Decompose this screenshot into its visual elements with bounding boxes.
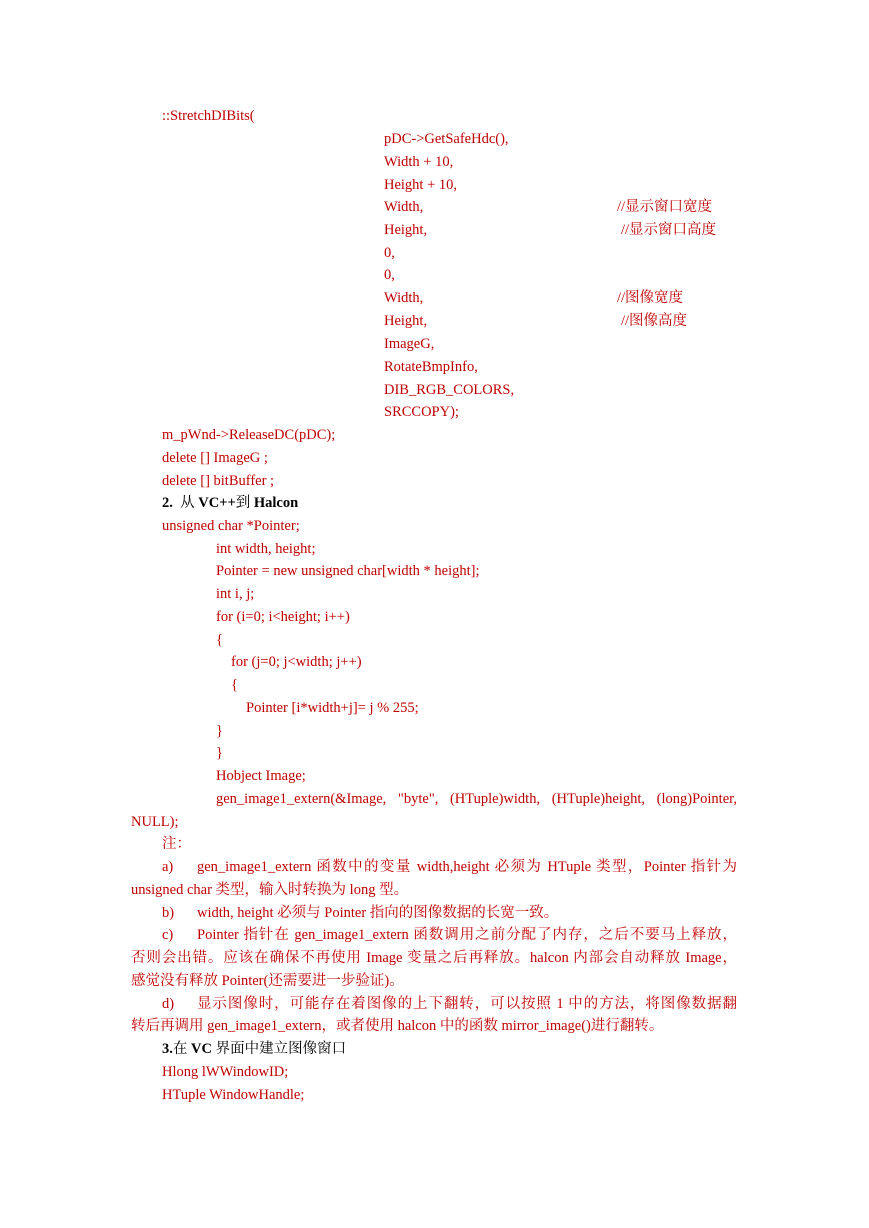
note-tag: b) xyxy=(162,905,175,921)
code-line: delete [] ImageG ; xyxy=(162,450,268,466)
code-line: for (i=0; i<height; i++) xyxy=(216,609,350,625)
heading-text: 在 xyxy=(172,1041,188,1057)
section-heading-2 xyxy=(162,494,298,512)
code-line: { xyxy=(231,677,238,693)
note-text: Pointer 指针在 gen_image1_extern 函数调用之前分配了内存，之后不要马上释放， xyxy=(197,927,737,943)
code-comment: //图像宽度 xyxy=(617,290,684,306)
code-line: gen_image1_extern(&Image, "byte", (HTuple)width, (HTuple)height, (long)Pointer, xyxy=(216,791,737,807)
note-item-a xyxy=(162,858,197,876)
code-param: RotateBmpInfo, xyxy=(384,359,478,375)
code-param: Width, xyxy=(384,290,424,306)
code-comment: //图像高度 xyxy=(621,313,688,329)
note-item-c xyxy=(162,926,197,944)
code-line: Pointer = new unsigned char[width * height]; xyxy=(216,563,480,579)
heading-number: 3. xyxy=(162,1041,173,1057)
code-param: pDC->GetSafeHdc(), xyxy=(384,131,509,147)
code-comment: //显示窗口宽度 xyxy=(617,199,713,215)
code-line: Hlong lWWindowID; xyxy=(162,1064,289,1080)
note-tag: a) xyxy=(162,859,174,875)
code-comment: //显示窗口高度 xyxy=(621,222,717,238)
code-line: NULL); xyxy=(131,814,179,830)
heading-text: VC++ xyxy=(198,495,236,511)
notes-title: 注： xyxy=(162,836,191,852)
code-line: } xyxy=(216,723,223,739)
code-line: m_pWnd->ReleaseDC(pDC); xyxy=(162,427,336,443)
note-text: 转后再调用 gen_image1_extern，或者使用 halcon 中的函数 mirror_image()进行翻转。 xyxy=(131,1018,664,1034)
code-param: SRCCOPY); xyxy=(384,404,459,420)
note-text: unsigned char 类型，输入时转换为 long 型。 xyxy=(131,882,409,898)
note-text: width, height 必须与 Pointer 指向的图像数据的长宽一致。 xyxy=(197,905,559,921)
code-line: int width, height; xyxy=(216,541,316,557)
heading-text: VC xyxy=(191,1041,212,1057)
code-param: Width, xyxy=(384,199,424,215)
note-tag: d) xyxy=(162,996,175,1012)
code-line: Pointer [i*width+j]= j % 255; xyxy=(246,700,419,716)
code-line: Hobject Image; xyxy=(216,768,306,784)
note-text: 否则会出错。应该在确保不再使用 Image 变量之后再释放。halcon 内部会自动释放 Image， xyxy=(131,950,737,966)
code-param: DIB_RGB_COLORS, xyxy=(384,382,515,398)
code-line: int i, j; xyxy=(216,586,255,602)
code-param: ImageG, xyxy=(384,336,435,352)
code-line: delete [] bitBuffer ; xyxy=(162,473,275,489)
note-text: 显示图像时，可能存在着图像的上下翻转，可以按照 1 中的方法，将图像数据翻 xyxy=(197,996,737,1012)
code-line: for (j=0; j<width; j++) xyxy=(231,654,362,670)
section-heading-3 xyxy=(162,1040,346,1058)
code-param: Width + 10, xyxy=(384,154,454,170)
heading-text: Halcon xyxy=(253,495,299,511)
code-line: unsigned char *Pointer; xyxy=(162,518,300,534)
note-tag: c) xyxy=(162,927,174,943)
note-item-b xyxy=(162,904,197,922)
code-line: HTuple WindowHandle; xyxy=(162,1087,305,1103)
heading-text: 到 xyxy=(235,495,251,511)
code-param: 0, xyxy=(384,245,395,261)
note-text: 感觉没有释放 Pointer(还需要进一步验证)。 xyxy=(131,973,404,989)
note-text: gen_image1_extern 函数中的变量 width,height 必须为 HTuple 类型，Pointer 指针为 xyxy=(197,859,737,875)
heading-text: 从 xyxy=(180,495,195,511)
code-line: } xyxy=(216,745,223,761)
code-param: Height, xyxy=(384,313,428,329)
code-param: 0, xyxy=(384,267,395,283)
heading-number: 2. xyxy=(162,495,173,511)
note-item-d xyxy=(162,995,197,1013)
code-param: Height, xyxy=(384,222,428,238)
code-line: ::StretchDIBits( xyxy=(162,108,255,124)
heading-text: 界面中建立图像窗口 xyxy=(215,1041,347,1057)
code-line: { xyxy=(216,632,223,648)
code-param: Height + 10, xyxy=(384,177,458,193)
